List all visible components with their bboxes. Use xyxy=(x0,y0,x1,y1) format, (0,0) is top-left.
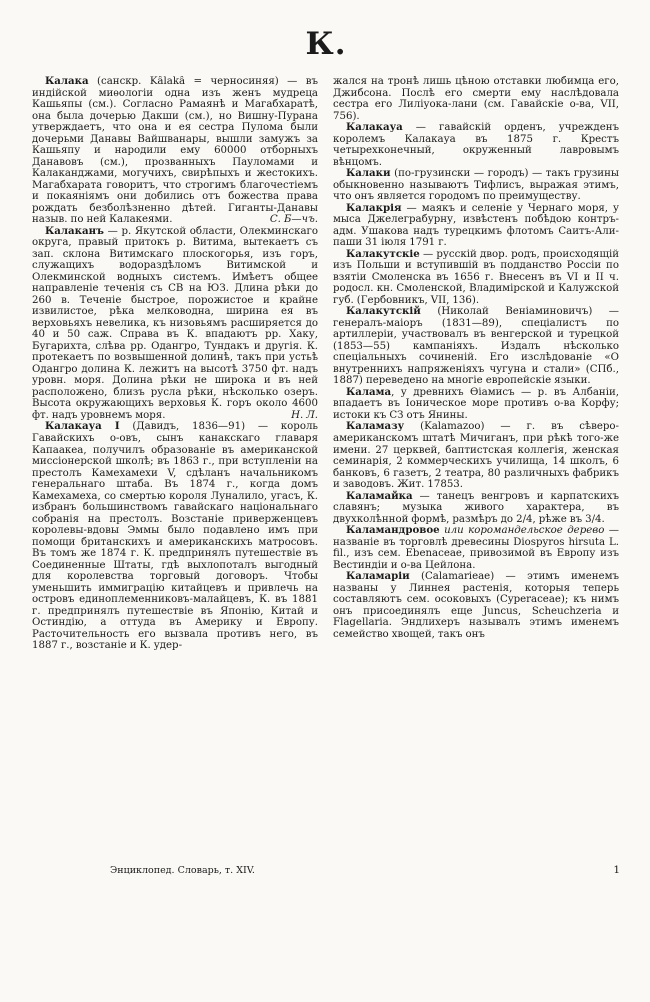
dictionary-entry: Калакутскіе — русскій двор. родъ, происходящій изъ Польши и вступившій въ подданство Россіи по взятіи Смоленска въ 1656 г. Внесенъ въ VI и II ч. родосл. кн. Смоленской, Владимірской и Калужской губ. (Гербовникъ, VII, 136). xyxy=(333,247,619,306)
dictionary-entry: Калаки (по-грузински — городъ) — такъ грузины обыкновенно называютъ Тифлисъ, выражая этимъ, что онъ является городомъ по преимуществу. xyxy=(333,167,619,203)
dictionary-entry: Калакауа — гавайскій орденъ, учрежденъ королемъ Калакауа въ 1875 г. Крестъ четырехконечный, окруженный лавровымъ вѣнцомъ. xyxy=(333,121,619,168)
entry-headword: Каламаріи xyxy=(346,570,410,583)
volume-caption: Энциклопед. Словарь, т. XIV. xyxy=(110,865,255,876)
dictionary-entry: Калакауа I (Давидъ, 1836—91) — король Гавайскихъ о-овъ, сынъ канакскаго главаря Капаакеа, получилъ образованіе въ американской миссіонерской школѣ; въ 1863 г., при вступленіи на престолъ Камехамехи V, сдѣланъ начальникомъ генеральнаго штаба. Въ 1874 г., когда домъ Камехамеха, со смертью короля Луналило, угасъ, К. избранъ большинствомъ гавайскаго національнаго собранія на престолъ. Возстаніе приверженцевъ королевы-вдовы Эммы было подавлено имъ при помощи британскихъ и американскихъ матросовъ. Въ томъ же 1874 г. К. предпринялъ путешествіе въ Соединенные Штаты, гдѣ выхлопоталъ выгодный для королевства торговый договоръ. Чтобы уменьшить иммиграцію китайцевъ и привлечь на островъ единоплеменниковъ-малайцевъ, К. въ 1881 г. предпринялъ путешествіе въ Японію, Китай и Остиндію, а оттуда въ Америку и Европу. Расточительность его вызвала противъ него, въ 1887 г., возстаніе и К. удер- xyxy=(32,420,318,652)
author-signature: Н. Л. xyxy=(291,409,318,421)
dictionary-entry: Каламандровое или коромандельское дерево — названіе въ торговлѣ древесины Diospyros hirsuta L. fil., изъ сем. Ebenaceae, привозимой въ Европу изъ Вестиндіи и о-ва Цейлона. xyxy=(333,524,619,571)
left-column xyxy=(32,76,318,854)
text-columns xyxy=(32,76,620,854)
entry-headword: Калакауа xyxy=(346,121,403,134)
entry-headword: Калакутскіе xyxy=(346,247,420,260)
author-signature: С. Б—чъ. xyxy=(269,214,318,226)
dictionary-entry: Каламаріи (Calamarieae) — этимъ именемъ названы у Линнея растенія, которыя теперь составляютъ сем. осоковыхъ (Cyperaceae); къ нимъ онъ присоединялъ еще Juncus, Scheuchzeria и Flagellaria. Эндлихеръ называлъ этимъ именемъ семейство хвощей, такъ онъ xyxy=(333,570,619,640)
entry-headword: Калака xyxy=(45,76,89,87)
entry-headword: Калаканъ xyxy=(45,224,104,237)
dictionary-entry: Калама, у древнихъ Ѳіамисъ — р. въ Албаніи, впадаетъ въ Іоническое море противъ о-ва Корфу; истоки къ СЗ отъ Янины. xyxy=(333,385,619,421)
page-number: 1 xyxy=(613,864,620,876)
entry-alt-name: или коромандельское дерево xyxy=(439,525,605,537)
dictionary-entry: Калакутскій (Николай Веніаминовичъ) — генералъ-маіоръ (1831—89), спеціалистъ по артиллеріи, участвовалъ въ венгерской и турецкой (1853—55) кампаніяхъ. Издалъ нѣсколько спеціальныхъ сочиненій. Его изслѣдованіе «О внутреннихъ напряженіяхъ чугуна и стали» (СПб., 1887) переведено на многіе европейскіе языки. xyxy=(333,305,619,387)
dictionary-entry: Калаканъ — р. Якутской области, Олекминскаго округа, правый притокъ р. Витима, вытекаетъ съ зап. склона Витимскаго плоскогорья, изъ горъ, служащихъ водораздѣломъ Витимской и Олекминской водныхъ системъ. Имѣетъ общее направленіе теченія съ СВ на ЮЗ. Длина рѣки до 260 в. Теченіе быстрое, порожистое и крайне извилистое, рѣка мелководна, ширина ея въ верховьяхъ невелика, къ низовьямъ расширяется до 40 и 50 саж. Справа въ К. впадаютъ рр. Хаку, Бугарихта, слѣва рр. Одангро, Тундакъ и другія. К. протекаетъ по возвышенной долинѣ, такъ при устьѣ Одангро долина К. лежитъ на высотѣ 3750 фт. надъ уровн. моря. Долина рѣки не широка и въ ней расположено, близъ русла рѣки, нѣсколько озеръ. Высота окружающихъ верховья К. горъ около 4600 фт. надъ уровнемъ моря. Н. Л. xyxy=(32,224,318,421)
dictionary-entry: Калака (санскр. Kâlakâ = черносиняя) — въ индійской миѳологіи одна изъ женъ мудреца Кашьяпы (см.). Согласно Рамаянѣ и Магабхаратѣ, она была дочерью Дакши (см.), но Вишну-Пурана утверждаетъ, что она и ея сестра Пулома были дочерьми Данавы Вайшванары, вышли замужъ за Кашьяпу и народили ему 60000 отборныхъ Данавовъ (см.), прозванныхъ Пауломами и Калаканджами, могучихъ, свирѣпыхъ и жестокихъ. Магабхарата говоритъ, что строгимъ благочестіемъ и покаяніямъ они добились отъ божества права рождать безболѣзненно дѣтей. Гиганты-Данавы назыв. по ней Калакеями. С. Б—чъ. xyxy=(32,76,318,226)
entry-headword: Каламайка xyxy=(346,489,413,502)
section-letter-heading: К. xyxy=(305,26,347,62)
dictionary-entry: Каламайка — танецъ венгровъ и карпатскихъ славянъ; музыка живого характера, въ двухколѣнной формѣ, размѣръ до 2/4, рѣже въ 3/4. xyxy=(333,489,619,525)
dictionary-entry: Калакрія — маякъ и селеніе у Чернаго моря, у мыса Джелеграбурну, извѣстенъ побѣдою контръ-адм. Ушакова надъ турецкимъ флотомъ Саитъ-Али-паши 31 іюля 1791 г. xyxy=(333,201,619,249)
dictionary-entry: Каламазу (Kalamazoo) — г. въ сѣверо-американскомъ штатѣ Мичиганъ, при рѣкѣ того-же имени. 27 церквей, баптистская коллегія, женская семинарія, 2 коммерческихъ училища, 14 школъ, 6 банковъ, 6 газетъ, 2 театра, 80 различныхъ фабрикъ и заводовъ. Жит. 17853. xyxy=(333,420,619,491)
entry-headword: Калаки xyxy=(346,167,391,180)
entry-headword: Калакауа I xyxy=(45,420,120,433)
entry-headword: Каламазу xyxy=(346,420,405,433)
right-column xyxy=(333,76,619,854)
entry-headword: Каламандровое xyxy=(346,524,440,537)
entry-headword: Калакрія xyxy=(346,201,402,214)
entry-headword: Калама xyxy=(346,385,392,398)
page-footer xyxy=(32,864,620,876)
entry-headword: Калакутскій xyxy=(346,305,421,318)
entry-continuation: жался на тронѣ лишь цѣною отставки любимца его, Джибсона. Послѣ его смерти ему наслѣдовала сестра его Лиліуока-лани (см. Гавайскіе о-ва, VII, 756). xyxy=(333,76,619,122)
